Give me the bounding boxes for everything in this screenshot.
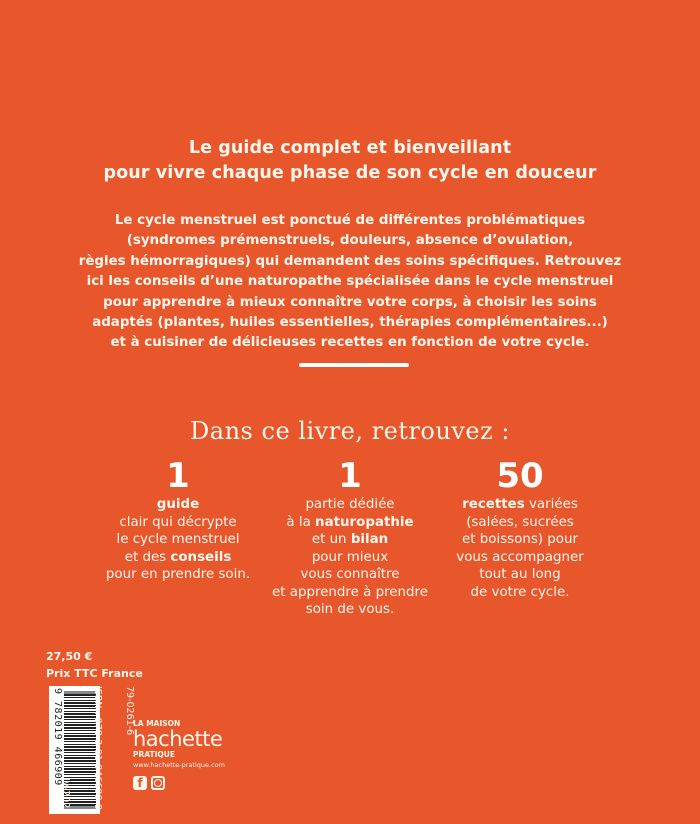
price-amount: 27,50 € (46, 650, 93, 663)
feature-line: (salées, sucrées (466, 514, 574, 530)
intro-line: adaptés (plantes, huiles essentielles, thérapies complémentaires...) (92, 315, 608, 331)
barcode-digits: 9 782019 466909 (52, 688, 63, 786)
price-label: Prix TTC France (46, 667, 143, 680)
feature-line: de votre cycle. (470, 584, 570, 600)
facebook-icon[interactable]: f (133, 776, 147, 790)
price-block (46, 648, 143, 682)
divider (299, 363, 409, 367)
feature-line: guide (156, 497, 200, 512)
isbn-info (60, 686, 136, 814)
feature-line: pour mieux (311, 549, 389, 565)
tagline-line-2: pour vivre chaque phase de son cycle en douceur (103, 163, 597, 183)
intro-line: ici les conseils d’une naturopathe spécialisée dans le cycle menstruel (86, 274, 614, 290)
feature-line: et apprendre à prendre (272, 584, 428, 600)
publisher-line-1: LA MAISON (133, 719, 181, 728)
publisher-logo (133, 719, 225, 790)
feature-line: tout au long (479, 567, 561, 582)
feature-line: pour en prendre soin. (105, 567, 251, 582)
intro-line: règles hémorragiques) qui demandent des soins spécifiques. Retrouvez (78, 253, 622, 269)
feature-line: et un bilan (311, 532, 389, 547)
feature-line: vous connaître (300, 567, 400, 582)
social-icons (133, 776, 225, 790)
isbn-number: ISBN : 978-2-01-946690-9 (92, 686, 103, 810)
feature-guide (78, 456, 278, 584)
feature-line: soin de vous. (305, 602, 395, 617)
intro-line: Le cycle menstruel est ponctué de différentes problématiques (114, 213, 586, 228)
publisher-line-2: PRATIQUE (133, 750, 175, 759)
intro-paragraph (0, 211, 700, 354)
publisher-url[interactable]: www.hachette-pratique.com (133, 761, 225, 769)
section-title: Dans ce livre, retrouvez : (190, 417, 510, 445)
product-code: 79-0261-6 (124, 686, 135, 736)
feature-number: 1 (338, 456, 362, 496)
feature-number: 50 (496, 456, 544, 496)
publisher-brand: hachette (133, 727, 223, 751)
feature-recettes (420, 456, 620, 601)
feature-number: 1 (166, 456, 190, 496)
instagram-icon[interactable] (151, 776, 165, 790)
feature-line: à la naturopathie (286, 514, 414, 530)
feature-line: et des conseils (124, 549, 232, 565)
tagline (0, 136, 700, 186)
feature-line: le cycle menstruel (116, 532, 240, 547)
feature-description (420, 496, 620, 601)
edition-code: IV-2023 (60, 777, 71, 814)
tagline-line-1: Le guide complet et bienveillant (188, 138, 512, 158)
feature-line: partie dédiée (305, 497, 395, 512)
feature-line: recettes variées (462, 497, 578, 512)
intro-line: pour apprendre à mieux connaître votre corps, à choisir les soins (103, 294, 597, 310)
feature-line: et boissons) pour (462, 532, 578, 547)
feature-line: clair qui décrypte (119, 514, 237, 530)
intro-line: et à cuisiner de délicieuses recettes en fonction de votre cycle. (110, 335, 590, 351)
feature-line: vous accompagner (456, 549, 584, 565)
intro-line: (syndromes prémenstruels, douleurs, absence d’ovulation, (126, 233, 574, 249)
feature-description (78, 496, 278, 584)
